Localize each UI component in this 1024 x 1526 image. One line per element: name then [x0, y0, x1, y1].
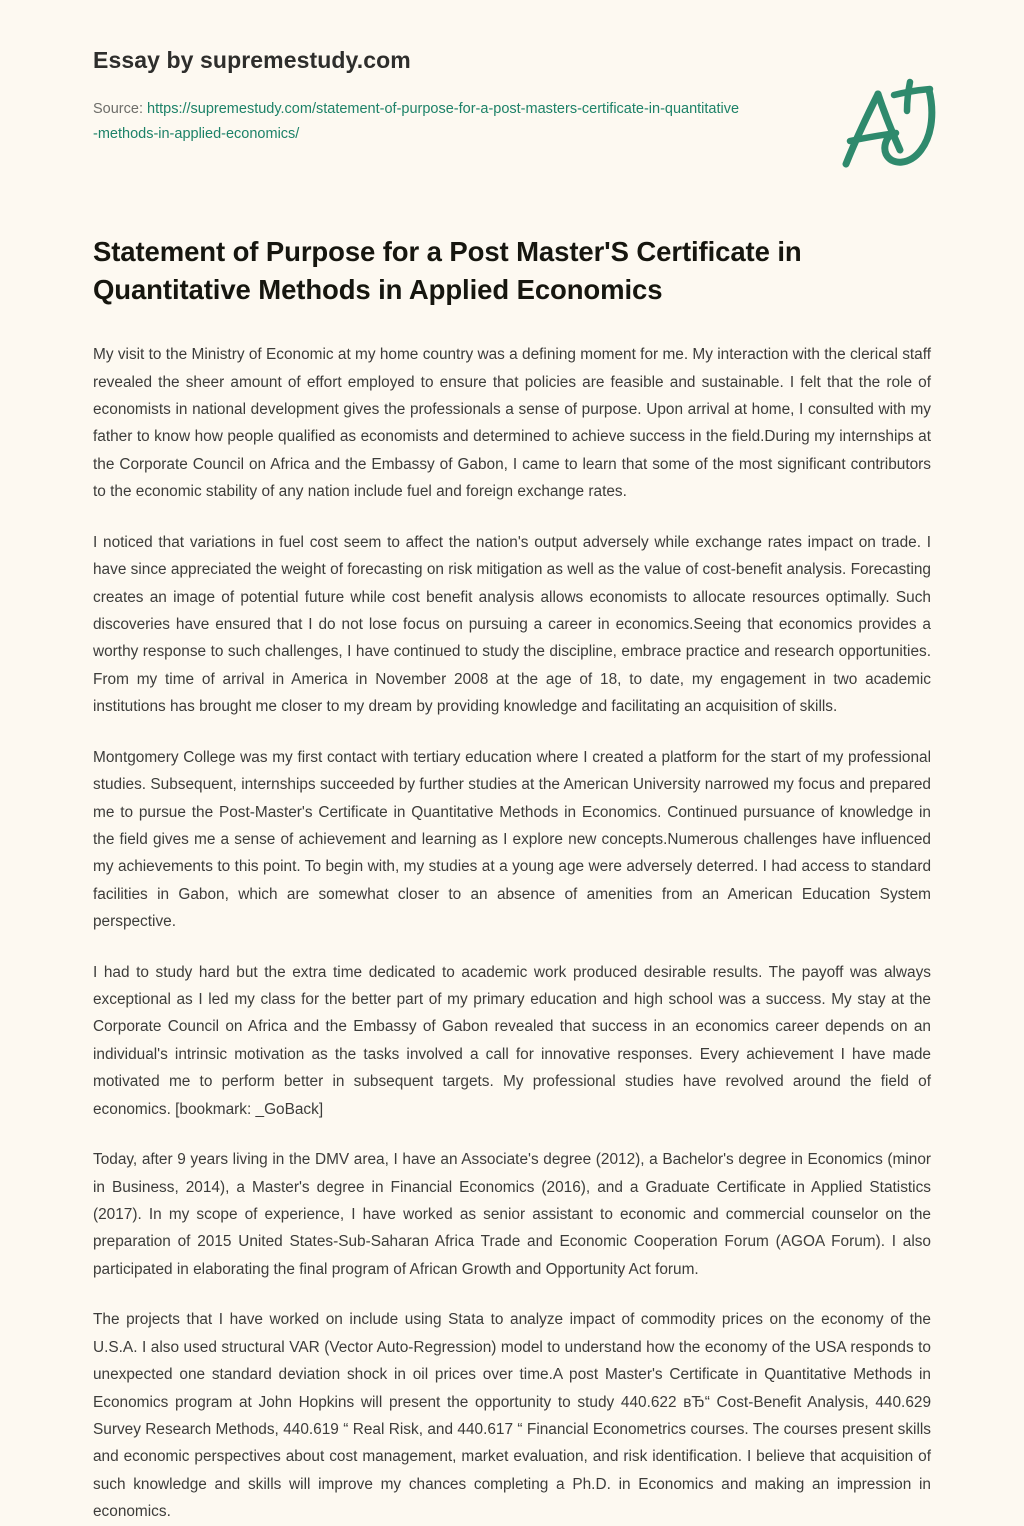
page-title: Statement of Purpose for a Post Master'S Certificate in Quantitative Methods in Applied Economics — [93, 235, 802, 305]
brand-heading: Essay by supremestudy.com — [93, 47, 411, 73]
a-plus-logo-icon — [834, 78, 938, 174]
body-paragraph: Today, after 9 years living in the DMV area, I have an Associate's degree (2012), a Bachelor's degree in Economics (minor in Business, 2014), a Master's degree in Financial Economics (2016), and a Graduate Certificate in Applied Statistics (2017). In my scope of experience, I have worked as senior assistant to economic and commercial counselor on the preparation of 2015 United States-Sub-Saharan Africa Trade and Economic Cooperation Forum (AGOA Forum). I also participated in elaborating the final program of African Growth and Opportunity Act forum. — [93, 1151, 931, 1278]
body-paragraph: I had to study hard but the extra time dedicated to academic work produced desirable results. The payoff was always exceptional as I led my class for the better part of my primary education and high school was a success. My stay at the Corporate Council on Africa and the Embassy of Gabon revealed that success in an economics career depends on an individual's intrinsic motivation as the tasks involved a call for innovative responses. Every achievement I have made motivated me to perform better in subsequent targets. My professional studies have revolved around the field of economics. [bookmark: _GoBack] — [93, 963, 931, 1118]
article-body — [0, 233, 1024, 1526]
source-label: Source: — [93, 100, 143, 117]
body-paragraph: I noticed that variations in fuel cost seem to affect the nation's output adversely while exchange rates impact on trade. I have since appreciated the weight of forecasting on risk mitigation as well as the value of cost-benefit analysis. Forecasting creates an image of potential future while cost benefit analysis allows economists to allocate resources optimally. Such discoveries have ensured that I do not lose focus on pursuing a career in economics.Seeing that economics provides a worthy response to such challenges, I have continued to study the discipline, embrace practice and research opportunities. From my time of arrival in America in November 2008 at the age of 18, to date, my engagement in two academic institutions has brought me closer to my dream by providing knowledge and facilitating an acquisition of skills. — [93, 533, 931, 716]
page-header — [0, 0, 1024, 147]
body-paragraph: The projects that I have worked on include using Stata to analyze impact of commodity prices on the economy of the U.S.A. I also used structural VAR (Vector Auto-Regression) model to understand how the economy of the USA responds to unexpected one standard deviation shock in oil prices over time.A post Master's Certificate in Quantitative Methods in Economics program at John Hopkins will present the opportunity to study 440.622 вЂ“ Cost-Benefit Analysis, 440.629 Survey Research Methods, 440.619 “ Real Risk, and 440.617 “ Financial Econometrics courses. The courses present skills and economic perspectives about cost management, market evaluation, and risk identification. I believe that acquisition of such knowledge and skills will improve my chances completing a Ph.D. in Economics and making an impression in economics. — [93, 1311, 931, 1521]
source-url-link[interactable]: https://supremestudy.com/statement-of-purpose-for-a-post-masters-certificate-in-quantitative-methods-in-applied-economics/ — [93, 100, 740, 142]
source-line — [93, 97, 743, 147]
body-paragraph: My visit to the Ministry of Economic at my home country was a defining moment for me. My interaction with the clerical staff revealed the sheer amount of effort employed to ensure that policies are feasible and sustainable. I felt that the role of economists in national development gives the professionals a sense of purpose. Upon arrival at home, I consulted with my father to know how people qualified as economists and determined to achieve success in the field.During my internships at the Corporate Council on Africa and the Embassy of Gabon, I came to learn that some of the most significant contributors to the economic stability of any nation include fuel and foreign exchange rates. — [93, 346, 931, 501]
body-paragraph: Montgomery College was my first contact with tertiary education where I created a platform for the start of my professional studies. Subsequent, internships succeeded by further studies at the American University narrowed my focus and prepared me to pursue the Post-Master's Certificate in Quantitative Methods in Economics. Continued pursuance of knowledge in the field gives me a sense of achievement and learning as I explore new concepts.Numerous challenges have influenced my achievements to this point. To begin with, my studies at a young age were adversely deterred. I had access to standard facilities in Gabon, which are somewhat closer to an absence of amenities from an American Education System perspective. — [93, 748, 931, 931]
